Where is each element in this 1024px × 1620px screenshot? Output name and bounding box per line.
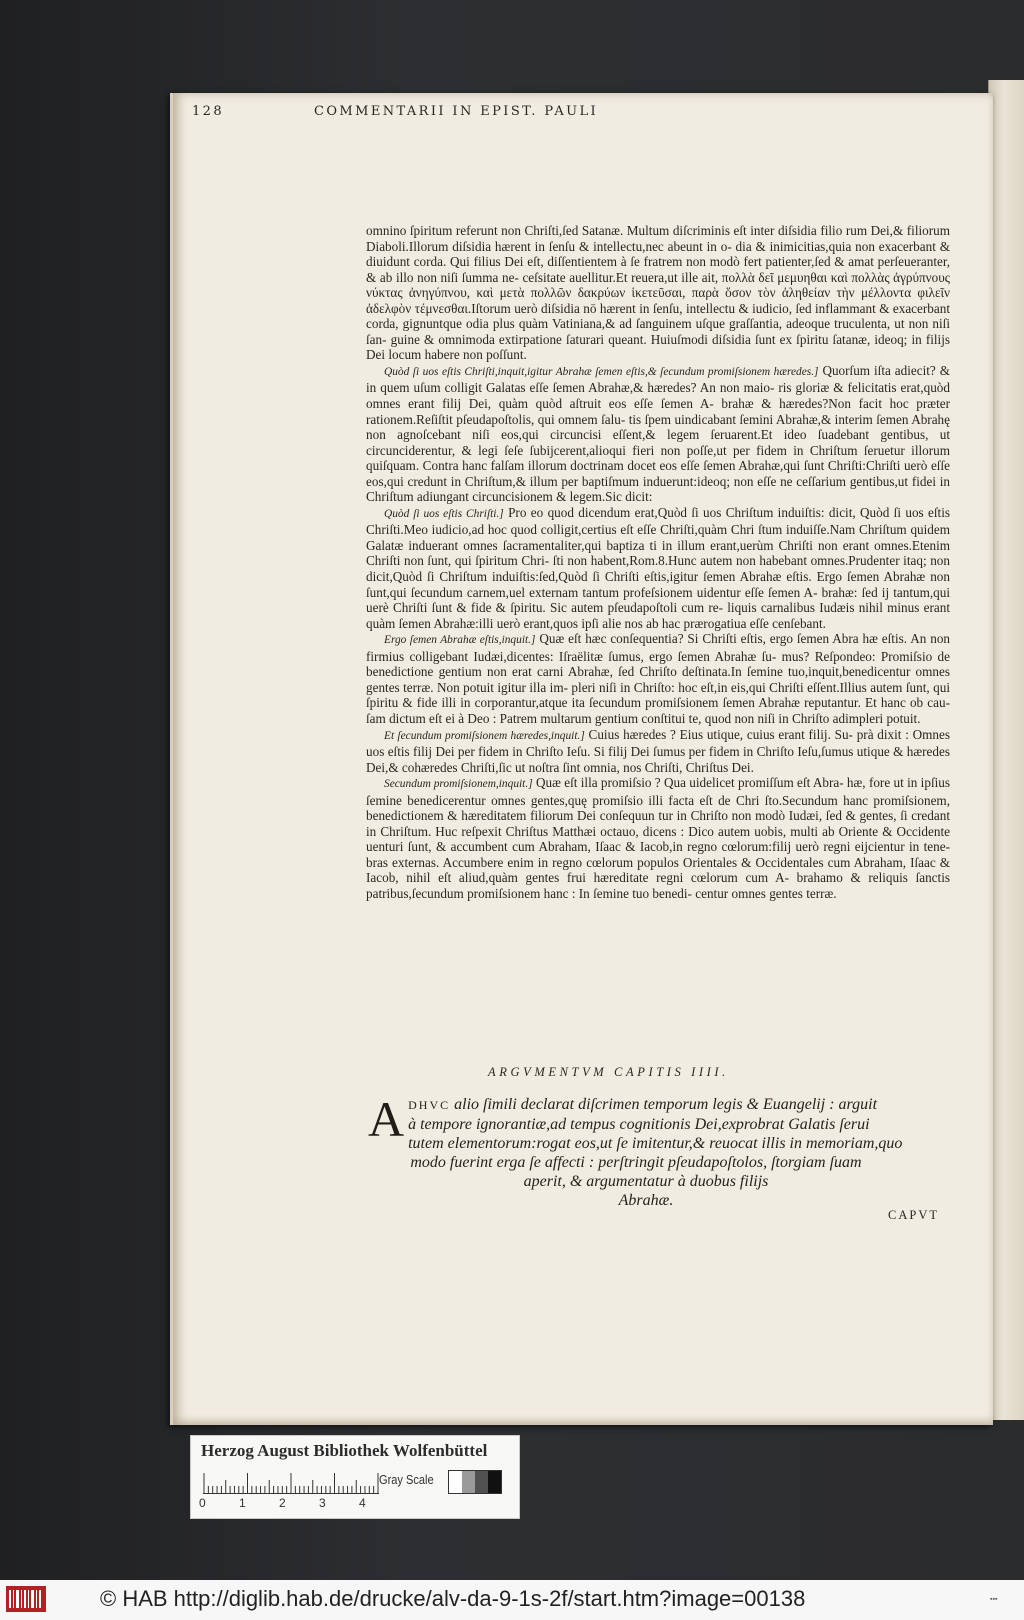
summary-line: à tempore ignorantiæ,ad tempus cognitionis Dei,exprobrat Galatis ſerui (408, 1116, 870, 1133)
paragraph-text: Quorſum iſta adiecit? & in quem uſum colligit Galatas eſſe ſemen Abrahæ,& hæredes? An non maio- ris gloriæ & felicitatis erat,quòd omnes erant filij Dei, quàm quòd aſtruit eos eſſe ſemen A- brahæ & hæredes?Non facit hoc præter rationem.Reſiſtit pſeudapoſtolis, qui omnem ſalu- tis ſpem uindicabant ſemini Abrahæ,& interim ſemen Abrahę non agnoſcebant niſi eos,qui circuncisi eſſent,& legem ſeruarent.Et ideo ſuadebant gentibus, ut circunciderentur, & legi ſeſe ſubijcerent,alioqui fieri non poſſe,ut per fidem in Chriſtum ſeruetur illorum quiſquam. Contra hanc falſam illorum doctrinam docet eos eſſe ſemen Abrahæ,qui ſunt Chriſti:Chriſti uerò eſſe eos,qui credunt in Chriſtum,& illum per baptiſmum induerunt:ideoq; non eſſe ne ceſſarium gentibus,ut fidei in Chriſtum adiungant circuncisionem & legem.Sic dicit: (366, 362, 950, 505)
scale-ruler (203, 1471, 379, 1494)
gray-swatch (488, 1471, 501, 1493)
summary-line: tutem elementorum:rogat eos,ut ſe imitentur,& reuocat illis in memoriam,quo (408, 1135, 903, 1152)
scale-number: 0 (199, 1496, 206, 1510)
viewer-footer (0, 1580, 1024, 1620)
chapter-summary (366, 1091, 950, 1210)
scale-number: 2 (279, 1496, 286, 1510)
commentary-paragraph (366, 223, 950, 363)
lemma: Quòd ſi uos eſtis Chriſti.] (384, 507, 504, 520)
hab-logo-icon (6, 1586, 46, 1612)
ruler-ticks (203, 1471, 379, 1493)
library-name: Herzog August Bibliothek Wolfenbüttel (201, 1441, 488, 1460)
facing-page-edge (988, 80, 1024, 1420)
source-url-link[interactable]: © HAB http://diglib.hab.de/drucke/alv-da-9-1s-2f/start.htm?image=00138 (100, 1586, 806, 1611)
summary-line: DHVC alio ſimili declarat diſcrimen temporum legis & Euangelij : arguit (408, 1096, 878, 1113)
commentary-paragraph (366, 505, 950, 631)
drop-capital: A (368, 1091, 405, 1147)
lemma: Ergo ſemen Abrahæ eſtis,inquit.] (384, 634, 536, 647)
page-header (192, 104, 792, 124)
scale-number: 4 (359, 1496, 366, 1510)
scale-number: 3 (319, 1496, 326, 1510)
lemma: Secundum promiſsionem,inquit.] (384, 778, 533, 791)
gray-swatch (449, 1471, 462, 1493)
running-head: COMMENTARII IN EPIST. PAULI (314, 104, 599, 119)
lemma: Et ſecundum promiſsionem hæredes,inquit.] (384, 729, 585, 742)
page-number: 128 (192, 104, 225, 119)
library-color-label (190, 1435, 520, 1519)
scale-number: 1 (239, 1496, 246, 1510)
gray-swatch (462, 1471, 475, 1493)
paragraph-text: Pro eo quod dicendum erat,Quòd ſi uos Chriſtum induiſtis: dicit, Quòd ſi uos eſtis Chriſti.Meo iudicio,ad hoc quod colligit,certius eſt eſſe Chriſti,quàm Chri ſtum induiſſe.Nam Chriſtum quidem Galatæ induerant omnes ſacramentaliter,qui baptiza ti in illum erant,uerùm Chriſti non erant omnes.Etenim Chriſti non ſunt, qui ſpiritum Chri- ſti non habent,Rom.8.Hunc autem non habebant omnes.Prudenter itaq; non dicit,Quòd ſi Chriſtum induiſtis:ſed,Quòd ſi Chriſti eſtis,igitur ſemen Abrahæ eſtis. Ergo ſemen Abrahæ non ſunt,qui ſecundum carnem,uel externam tantum profeſsionem uidentur eſſe ſemen A- brahæ: ſed ij tantum,qui uerè Chriſti ſunt & fide & ſpiritu. Sic autem pſeudapoſtoli cum re- liquis carnalibus Iudæis nihil minus erant quàm ſemen Abrahæ:illi uerò erant,quos ipſi alie nos ab hac prærogatiua eſſe cenſebant. (366, 504, 951, 631)
commentary-text (366, 223, 950, 902)
paragraph-text: Quæ eſt illa promiſsio ? Qua uidelicet promiſſum eſt Abra- hæ, fore ut in ipſius ſemine benedicerentur omnes gentes,quę promiſsio illi facta eſt de Chri ſto.Secundum hanc promiſsionem, benedictionem & hæreditatem filiorum Dei conſequun tur in Chriſto non modò Iudæi, ſed & gentes, ſi credant in Chriſtum. Huc reſpexit Chriſtus Matthæi octauo, dicens : Dico autem uobis, multi ab Oriente & Occidente uenturi ſunt, & accumbent cum Abraham, Iſaac & Iacob,in regno cœlorum:filij uerò regni eijcientur in tene- bras externas. Accumbere enim in regno cœlorum populos Orientales & Occidentales cum Abraham, Iſaac & Iacob, nihil eſt aliud,quàm gentes frui hæreditate regni cœlorum cum A- brahamo & reliquis ſanctis patribus,ſecundum promiſsionem hanc : In ſemine tuo benedi- centur omnes gentes terræ. (366, 775, 950, 901)
gray-swatch (475, 1471, 488, 1493)
commentary-paragraph (366, 727, 950, 776)
commentary-paragraph (366, 775, 950, 901)
scale-numbers (199, 1496, 389, 1512)
gray-scale-label: Gray Scale (379, 1472, 434, 1487)
summary-line: Abrahæ. (618, 1192, 674, 1209)
gray-scale-swatches (448, 1470, 502, 1494)
paragraph-text: Cuius hæredes ? Eius utique, cuius erant filij. Su- prà dixit : Omnes uos eſtis filij Dei per fidem in Chriſto Ieſu. Si filij Dei ſumus per fidem in Chriſto Ieſu,ſumus utique & hæredes Dei,& cohæredes Chriſti,ſic ut noſtra ſint omnia, nos Chriſti, Chriſtus Dei. (366, 726, 950, 775)
lemma: Quòd ſi uos eſtis Chriſti,inquit,igitur Abrahæ ſemen eſtis,& ſecundum promiſsionem hæredes.] (384, 365, 819, 378)
catchword: CAPVT (888, 1208, 939, 1222)
footer-mark: ▪▪▪ (990, 1596, 998, 1603)
paragraph-text: omnino ſpiritum referunt non Chriſti,ſed Satanæ. Multum diſcriminis eſt inter diſsidia filio rum Dei,& filiorum Diaboli.Illorum diſsidia hærent in ſenſu & intellectu,nec abeunt in o- dia & inimicitias,quia non exacerbant & diuidunt corda. Qui filius Dei eſt, diſſentientem à ſe fratrem non modò fert patienter,ſed & amat perſeueranter, & ab illo non niſi ſumma ne- ceſsitate auellitur.Et reuera,ut ille ait, πολλὰ δεῖ μεμυηθαι καὶ πολλὰς ἀγρύπνους νύκτας ἀνηγύπνου, καὶ μετὰ πολλῶν δακρύων ἱκετεῦσαι, παρὰ ὅσον τὸν ἀληθείαν τὴν μέλλοντα φιλεῖν ἀδελφὸν τέμνεσθαι.Iſtorum uerò diſsidia nō hærent in ſenſu, intellectu & iudicio, ſed inflammant & exacerbant corda, gignuntque odia plus quàm Vatiniana,& ad ſanguinem uſque graſſantia, adeoque truculenta, ut non niſi ſan- guine & omnimoda extirpatione ſaturari queant. Huiuſmodi diſsidia ſunt ex ſpiritu ſatanæ, ideoq; in filijs Dei locum habere non poſſunt. (366, 223, 950, 363)
summary-smallcaps: DHVC (408, 1098, 451, 1112)
summary-line: modo fuerint erga ſe affecti : perſtringit pſeudapoſtolos, ſtorgiam ſuam (410, 1154, 862, 1171)
summary-line: aperit, & argumentatur à duobus filijs (523, 1173, 769, 1190)
commentary-paragraph (366, 363, 950, 505)
argument-title: ARGVMENTVM CAPITIS IIII. (488, 1065, 729, 1079)
paragraph-text: Quæ eſt hæc conſequentia? Si Chriſti eſtis, ergo ſemen Abra hæ eſtis. An non firmius colligebant Iudæi,dicentes: Iſraëlitæ ſumus, ergo ſemen Abrahæ ſu- mus? Reſpondeo: Promiſsio de benedictione gentium non erat carni Abrahæ, ſed Chriſto deſtinata.In ſemine tuo,inquit,benedicentur omnes gentes terræ. Non potuit igitur illa im- pleri niſi in Chriſto: hoc eſt,in eis,qui Chriſti eſſent.Illius autem ſunt, qui ſpiritu & fide illi in corporantur,atque ita ſecundum promiſsionem ſemen Abrahæ reputantur. Et hanc ob cau- ſam dictum eſt ei à Deo : Patrem multarum gentium conſtitui te, quod non niſi in Chriſto adimpleri potuit. (366, 631, 951, 726)
commentary-paragraph (366, 631, 950, 726)
